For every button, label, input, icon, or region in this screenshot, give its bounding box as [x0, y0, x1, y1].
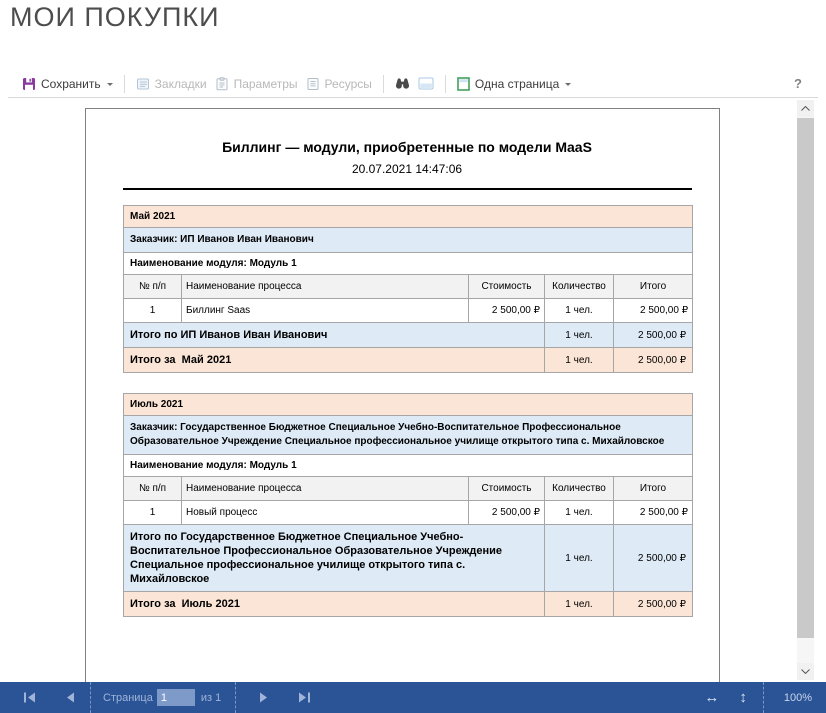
next-page-icon — [259, 692, 270, 703]
toolbar — [0, 70, 826, 97]
column-header-num: № п/п — [124, 275, 182, 299]
customer-total-qty: 1 чел. — [545, 525, 614, 592]
period-row — [124, 394, 693, 416]
toolbar-separator — [445, 75, 446, 93]
scroll-down-button[interactable] — [797, 663, 814, 680]
customer-label: Заказчик: ИП Иванов Иван Иванович — [124, 228, 693, 253]
first-page-icon — [23, 692, 36, 703]
page-header-footer-button[interactable] — [414, 74, 438, 93]
statusbar — [0, 682, 826, 713]
module-row — [124, 253, 693, 275]
bookmarks-icon — [136, 77, 150, 91]
cell-qty: 1 чел. — [545, 299, 614, 323]
find-button[interactable] — [391, 74, 414, 93]
customer-total-sum: 2 500,00 ₽ — [614, 323, 693, 348]
statusbar-separator — [90, 682, 91, 713]
column-header-process: Наименование процесса — [182, 275, 469, 299]
scrollbar-thumb[interactable] — [797, 118, 814, 638]
chevron-down-icon — [801, 669, 810, 674]
customer-total-sum: 2 500,00 ₽ — [614, 525, 693, 592]
statusbar-separator — [235, 682, 236, 713]
column-header-cost: Стоимость — [469, 477, 545, 501]
resources-icon — [306, 77, 320, 91]
period-total-qty: 1 чел. — [545, 348, 614, 373]
save-dropdown-caret-icon[interactable] — [107, 83, 113, 89]
save-label: Сохранить — [41, 76, 101, 91]
page-title: МОИ ПОКУПКИ — [10, 2, 220, 32]
report-title-rule — [123, 188, 692, 190]
vertical-scrollbar[interactable] — [797, 100, 814, 680]
parameters-label: Параметры — [233, 76, 298, 91]
last-page-button[interactable] — [289, 682, 320, 713]
page-split-icon — [418, 77, 434, 90]
customer-total-label: Итого по Государственное Бюджетное Специальное Учебно-Воспитательное Профессиональное Образовательное Учреждение Специальное профессиональное училище открытого типа с. Михайловское — [124, 525, 545, 592]
chevron-up-icon — [801, 106, 810, 111]
cell-total: 2 500,00 ₽ — [614, 501, 693, 525]
parameters-button[interactable] — [211, 74, 302, 94]
customer-total-row — [124, 323, 693, 348]
bookmarks-button[interactable] — [132, 74, 211, 94]
report-title: Биллинг — модули, приобретенные по модели MaaS — [222, 139, 592, 155]
customer-total-label: Итого по ИП Иванов Иван Иванович — [124, 323, 545, 348]
zoom-level-button[interactable]: 100% — [783, 691, 812, 704]
column-header-num: № п/п — [124, 477, 182, 501]
one-page-dropdown-caret-icon[interactable] — [565, 83, 571, 89]
resources-label: Ресурсы — [324, 76, 372, 91]
cell-total: 2 500,00 ₽ — [614, 299, 693, 323]
report-preview-area — [0, 98, 826, 682]
cell-cost: 2 500,00 ₽ — [469, 299, 545, 323]
cell-num: 1 — [124, 299, 182, 323]
period-total-label: Итого за Май 2021 — [124, 348, 545, 373]
period-row — [124, 206, 693, 228]
previous-page-button[interactable] — [55, 682, 84, 713]
column-header-cost: Стоимость — [469, 275, 545, 299]
bookmarks-label: Закладки — [154, 76, 207, 91]
page-number-input[interactable] — [157, 689, 195, 706]
period-total-row — [124, 348, 693, 373]
report-table-may-2021 — [123, 205, 693, 373]
customer-label: Заказчик: Государственное Бюджетное Специальное Учебно-Воспитательное Профессиональное Образовательное Учреждение Специальное профессиональное училище открытого типа с. Михайловское — [124, 416, 693, 455]
period-total-label: Итого за Июль 2021 — [124, 592, 545, 617]
table-header-row — [124, 275, 693, 299]
toolbar-separator — [383, 75, 384, 93]
next-page-button[interactable] — [250, 682, 279, 713]
save-button[interactable] — [18, 74, 117, 94]
period-total-sum: 2 500,00 ₽ — [614, 592, 693, 617]
toolbar-separator — [124, 75, 125, 93]
customer-row — [124, 228, 693, 253]
period-label: Июль 2021 — [124, 394, 693, 416]
fit-width-button[interactable]: ↔ — [704, 689, 720, 706]
last-page-icon — [298, 692, 311, 703]
period-total-qty: 1 чел. — [545, 592, 614, 617]
binoculars-icon — [395, 77, 410, 90]
period-total-sum: 2 500,00 ₽ — [614, 348, 693, 373]
statusbar-zoom-group — [694, 682, 826, 713]
pages-total-label: из 1 — [200, 691, 222, 704]
column-header-total: Итого — [614, 477, 693, 501]
table-row — [124, 299, 693, 323]
column-header-qty: Количество — [545, 275, 614, 299]
module-row — [124, 455, 693, 477]
parameters-icon — [215, 77, 229, 91]
cell-process: Новый процесс — [182, 501, 469, 525]
one-page-icon — [457, 77, 470, 91]
fit-height-button[interactable]: ↕ — [739, 689, 747, 706]
column-header-qty: Количество — [545, 477, 614, 501]
customer-total-qty: 1 чел. — [545, 323, 614, 348]
page-label: Страница — [103, 691, 153, 704]
statusbar-separator — [763, 682, 764, 713]
report-page — [85, 108, 720, 682]
cell-num: 1 — [124, 501, 182, 525]
report-datetime: 20.07.2021 14:47:06 — [351, 162, 463, 176]
one-page-label: Одна страница — [474, 76, 560, 91]
module-label: Наименование модуля: Модуль 1 — [124, 253, 693, 275]
period-total-row — [124, 592, 693, 617]
scroll-up-button[interactable] — [797, 100, 814, 117]
table-header-row — [124, 477, 693, 501]
cell-process: Биллинг Saas — [182, 299, 469, 323]
save-icon — [22, 77, 36, 91]
cell-cost: 2 500,00 ₽ — [469, 501, 545, 525]
customer-row — [124, 416, 693, 455]
column-header-total: Итого — [614, 275, 693, 299]
period-label: Май 2021 — [124, 206, 693, 228]
previous-page-icon — [64, 692, 75, 703]
column-header-process: Наименование процесса — [182, 477, 469, 501]
first-page-button[interactable] — [14, 682, 45, 713]
resources-button[interactable] — [302, 74, 376, 94]
customer-total-row — [124, 525, 693, 592]
module-label: Наименование модуля: Модуль 1 — [124, 455, 693, 477]
report-table-july-2021 — [123, 393, 693, 617]
one-page-button[interactable] — [453, 74, 575, 94]
help-button[interactable]: ? — [794, 76, 802, 91]
cell-qty: 1 чел. — [545, 501, 614, 525]
table-row — [124, 501, 693, 525]
